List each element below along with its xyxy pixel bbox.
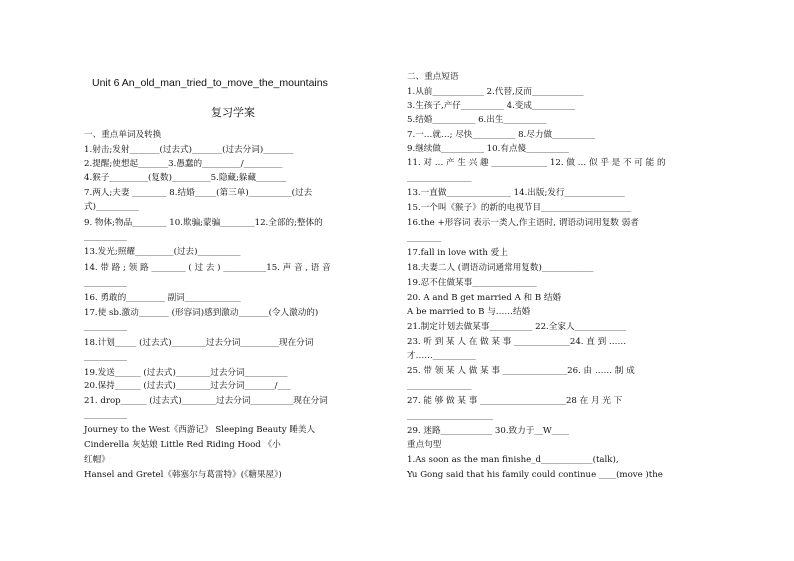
exercise-line: 9.继续做__________ 10.有点傻__________ xyxy=(407,144,570,154)
exercise-line: ____________________ xyxy=(407,411,493,421)
section-heading-sentences: 重点句型 xyxy=(407,440,442,450)
exercise-line: 19.忍不住做某事_______________ xyxy=(407,278,537,288)
document-subtitle: 复习学案 xyxy=(211,106,255,119)
exercise-line: ________ xyxy=(407,233,442,243)
exercise-line: 5.结婚__________ 6.出生__________ xyxy=(407,115,547,125)
exercise-line: 25. 带 领 某 人 做 某 事 _______________26. 由 …… 制 成 xyxy=(407,366,635,376)
exercise-line: 29. 迷路____________ 30.致力于__W____ xyxy=(407,426,569,436)
exercise-line: __________ xyxy=(84,322,127,332)
exercise-line: 17.fall in love with 爱上 xyxy=(407,248,508,258)
exercise-line: 1.射击;发射_______(过去式)_______(过去分词)_______ xyxy=(84,145,294,155)
exercise-line: __________ xyxy=(84,352,127,362)
exercise-line: __________ xyxy=(84,232,127,242)
sentence-line: Yu Gong said that his family could continue ____(move )the xyxy=(407,470,663,480)
exercise-line: 18.夫妻二人 (谓语动词通常用复数)____________ xyxy=(407,263,594,273)
exercise-line: __________ xyxy=(84,410,127,420)
exercise-line: A be married to B 与……结婚 xyxy=(407,307,531,317)
exercise-line: 13.一直做_______________ 14.出版;发行______________ xyxy=(407,188,625,198)
exercise-line: 16.the +形容词 表示一类人,作主语时, 谓语动词用复数 弱者 xyxy=(407,218,639,228)
exercise-line: 式)__________ xyxy=(84,202,139,212)
exercise-line: 20. A and B get married A 和 B 结婚 xyxy=(407,293,562,303)
section-heading-phrases: 二、重点短语 xyxy=(407,72,459,82)
exercise-line: 1.从前____________ 2.代替,反而____________ xyxy=(407,87,584,97)
exercise-line: 27. 能 够 做 某 事 ____________________28 在 月 光 下 xyxy=(407,396,623,406)
exercise-line: 15.一个叫《猴子》的新的电视节目_____________________ xyxy=(407,203,632,213)
exercise-line: 23. 听 到 某 人 在 做 某 事 _____________24. 直 到 …… xyxy=(407,337,627,347)
exercise-line: 14. 带 路 ; 领 路 ________ ( 过 去 ) __________15. 声 音 , 语 音 xyxy=(84,263,331,273)
exercise-line: 19.发送______ (过去式)________过去分词__________ xyxy=(84,368,288,378)
exercise-line: 16. 勇敢的_________ 副词_____________ xyxy=(84,293,241,303)
exercise-line: _______________ xyxy=(407,173,472,183)
exercise-line: 7.一…就…; 尽快__________ 8.尽力做__________ xyxy=(407,130,596,140)
exercise-line: 2.提醒;使想起_______3.愚蠢的_________/_________ xyxy=(84,159,283,169)
story-title-line: Journey to the West《西游记》 Sleeping Beauty 睡美人 xyxy=(84,425,316,435)
exercise-line: 13.发光;照耀_________(过去)__________ xyxy=(84,247,241,257)
exercise-line: 21. drop______ (过去式)________过去分词__________现在分词 xyxy=(84,396,328,406)
exercise-line: 18.计划_____ (过去式)________过去分词_________现在分词 xyxy=(84,338,314,348)
section-heading-words: 一、重点单词及转换 xyxy=(84,130,162,140)
document-title: Unit 6 An_old_man_tried_to_move_the_mountains xyxy=(92,77,328,89)
story-title-line: Cinderella 灰姑娘 Little Red Riding Hood 《小 xyxy=(84,440,281,450)
exercise-line: _______________ xyxy=(407,381,472,391)
exercise-line: __________ xyxy=(84,278,127,288)
exercise-line: 才……__________ xyxy=(407,351,476,361)
exercise-line: 9. 物体;物品________ 10.欺骗;蒙骗________12.全部的;整体的 xyxy=(84,218,323,228)
exercise-line: 20.保持______ (过去式)________过去分词_______/___ xyxy=(84,381,291,391)
story-title-line: Hansel and Gretel《韩塞尔与葛雷特》(《糖果屋》) xyxy=(84,470,282,480)
exercise-line: 3.生孩子,产仔__________ 4.变成__________ xyxy=(407,101,575,111)
story-title-line: 红帽》 xyxy=(84,455,110,465)
exercise-line: 7.两人;夫妻 ________ 8.结婚_____(第三单)__________(过去 xyxy=(84,188,313,198)
exercise-line: 11. 对 … 产 生 兴 趣 _____________ 12. 做 … 似 乎 是 不 可 能 的 xyxy=(407,158,666,168)
exercise-line: 4.猴子_________(复数)_________5.隐藏;躲藏_______ xyxy=(84,173,287,183)
exercise-line: 21.制定计划去做某事__________ 22.全家人____________ xyxy=(407,322,627,332)
sentence-line: 1.As soon as the man finishe_d____________(talk), xyxy=(407,455,619,465)
exercise-line: 17.使 sb.激动_______ (形容词)感到激动_______(令人激动的) xyxy=(84,308,319,318)
